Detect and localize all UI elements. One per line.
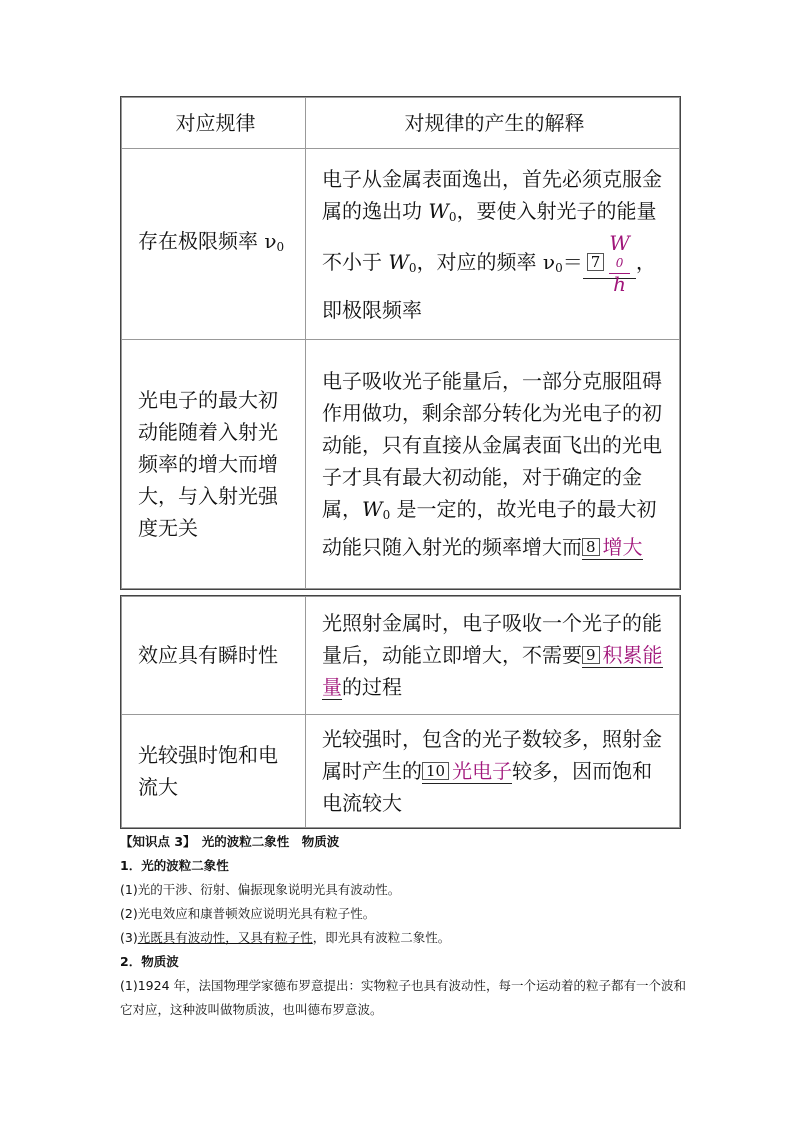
symbol-w: W xyxy=(428,198,449,223)
blank-number: 7 xyxy=(587,253,605,271)
fraction-numerator: W 0 xyxy=(609,230,630,270)
law-cell-instantaneous: 效应具有瞬时性 xyxy=(122,597,306,715)
explanation-text: ，要使入射光子的能量不小于 xyxy=(322,198,657,274)
table-frame-upper xyxy=(120,96,681,590)
table-frame-lower xyxy=(120,595,681,829)
law-cell-threshold-frequency xyxy=(122,149,306,340)
fraction-w0-over-h xyxy=(609,230,630,296)
header-explanation: 对规律的产生的解释 xyxy=(306,98,680,149)
note-paragraph: (2)光电效应和康普顿效应说明光具有粒子性。 xyxy=(120,906,376,921)
header-law: 对应规律 xyxy=(122,98,306,149)
subsection-title: 2．物质波 xyxy=(120,954,179,969)
subscript: 0 xyxy=(448,209,457,224)
explanation-text: 的过程 xyxy=(342,675,402,700)
law-explanation-table xyxy=(121,97,680,589)
subscript: 0 xyxy=(382,507,391,522)
table-row xyxy=(122,339,680,588)
answer-blank-10 xyxy=(422,759,512,784)
table-header-row xyxy=(122,98,680,149)
explanation-cell-saturation-current xyxy=(306,714,680,827)
explanation-cell-threshold-frequency xyxy=(306,149,680,340)
table-row xyxy=(122,597,680,715)
blank-number: 9 xyxy=(582,646,600,664)
explanation-text: 电子从金属表面逸出，首先必须克服金属的逸出功 xyxy=(322,166,662,223)
fraction-denominator: h xyxy=(609,273,630,294)
explanation-cell-instantaneous xyxy=(306,597,680,715)
explanation-text: 电子吸收光子能量后，一部分克服阻碍作用做功，剩余部分转化为光电子的初动能，只有直接从金属表面飞出的光电子才具有最大初动能，对于确定的金属， xyxy=(322,368,662,521)
blank-number: 8 xyxy=(582,538,600,556)
equals-sign: ＝ xyxy=(562,249,583,274)
symbol-w: W xyxy=(388,249,409,274)
note-paragraph: (1)光的干涉、衍射、偏振现象说明光具有波动性。 xyxy=(120,882,401,897)
answer-text: 积累能量 xyxy=(322,643,663,700)
answer-text: 光电子 xyxy=(452,758,513,783)
law-cell-saturation-current: 光较强时饱和电流大 xyxy=(122,714,306,827)
blank-number: 10 xyxy=(422,762,449,780)
law-explanation-table-continued xyxy=(121,596,680,828)
section-heading: 【知识点 3】 光的波粒二象性 物质波 xyxy=(120,834,340,849)
note-paragraph: (3)光既具有波动性，又具有粒子性，即光具有波粒二象性。 xyxy=(120,930,451,945)
answer-text: 增大 xyxy=(602,534,643,559)
subscript: 0 xyxy=(555,260,563,275)
explanation-text: ，即极限频率 xyxy=(322,249,656,322)
subsection-title: 1．光的波粒二象性 xyxy=(120,858,229,873)
law-text: 存在极限频率 ν xyxy=(138,229,277,254)
subscript: 0 xyxy=(276,240,285,255)
subscript: 0 xyxy=(408,260,417,275)
explanation-cell-max-kinetic-energy xyxy=(306,339,680,588)
answer-blank-8 xyxy=(582,535,643,560)
table-row xyxy=(122,149,680,340)
table-row xyxy=(122,714,680,827)
explanation-text: ，对应的频率 ν xyxy=(416,249,556,274)
note-paragraph: (1)1924 年，法国物理学家德布罗意提出：实物粒子也具有波动性，每一个运动着的粒子都有一个波和它对应，这种波叫做物质波，也叫德布罗意波。 xyxy=(120,978,686,1017)
explanation-text: 光照射金属时，电子吸收一个光子的能量后，动能立即增大，不需要 xyxy=(322,611,662,668)
explanation-text: 光较强时，包含的光子数较多，照射金属时产生的 xyxy=(322,726,662,783)
explanation-text: 较多，因而饱和电流较大 xyxy=(322,758,653,815)
symbol-w: W xyxy=(362,496,383,521)
underlined-text: 光既具有波动性，又具有粒子性 xyxy=(137,930,313,945)
answer-blank-7 xyxy=(583,230,636,296)
explanation-text: 是一定的，故光电子的最大初动能只随入射光的频率增大而 xyxy=(322,496,657,559)
law-cell-max-kinetic-energy: 光电子的最大初动能随着入射光频率的增大而增大，与入射光强度无关 xyxy=(122,339,306,588)
knowledge-notes xyxy=(120,830,690,1022)
